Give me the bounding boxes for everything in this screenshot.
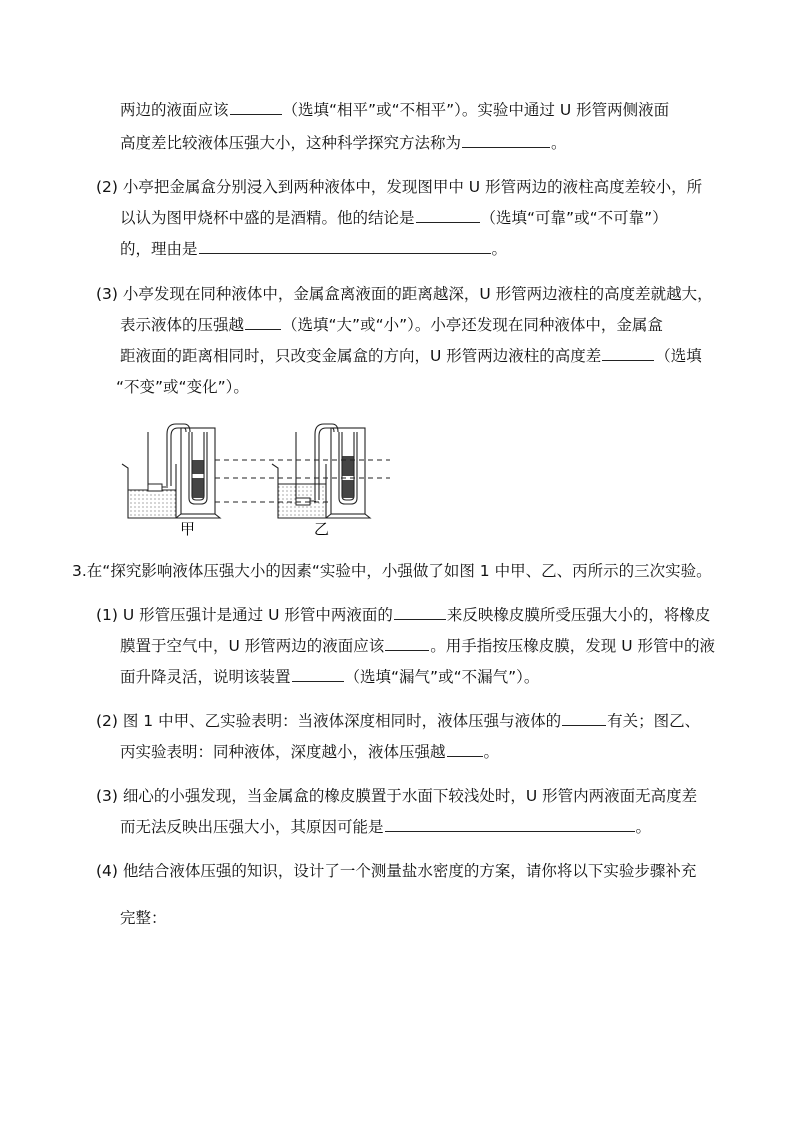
q2-p2-line2: [120, 208, 668, 228]
q2-p2-line1: [96, 177, 702, 197]
text: 来反映橡皮膜所受压强大小的，将橡皮: [446, 606, 711, 624]
answer-blank[interactable]: [416, 208, 480, 223]
text: 3.在“探究影响液体压强大小的因素“实验中，小强做了如图 1 中甲、乙、丙所示的三次实验。: [72, 562, 712, 580]
text: 高度差比较液体压强大小，这种科学探究方法称为: [120, 134, 462, 152]
q3-p4-line2: [120, 908, 167, 928]
answer-blank[interactable]: [385, 817, 635, 832]
text: 有关；图乙、: [607, 712, 701, 730]
experiment-figure: [118, 418, 398, 544]
q2-p3-line1: [96, 284, 713, 304]
text: 。用手指按压橡皮膜，发现 U 形管中的液: [430, 637, 715, 655]
text: 。: [635, 818, 652, 836]
q3-p2-line2: [120, 742, 499, 762]
text: 而无法反映出压强大小，其原因可能是: [120, 818, 384, 836]
text: (2) 图 1 中甲、乙实验表明：当液体深度相同时，液体压强与液体的: [96, 712, 562, 730]
answer-blank[interactable]: [562, 711, 606, 726]
answer-blank[interactable]: [385, 636, 429, 651]
text: 面升降灵活，说明该装置: [120, 668, 291, 686]
text: 丙实验表明：同种液体，深度越小，液体压强越: [120, 743, 446, 761]
left-beaker: [122, 432, 176, 518]
label-jia: 甲: [180, 520, 196, 538]
text: 两边的液面应该: [120, 101, 229, 119]
left-manometer: [176, 428, 220, 518]
answer-blank[interactable]: [292, 667, 344, 682]
answer-blank[interactable]: [394, 605, 446, 620]
q2-p1-line2: [120, 133, 567, 153]
answer-blank[interactable]: [602, 346, 654, 361]
q3-p1-line1: [96, 605, 710, 625]
right-beaker: [272, 432, 326, 518]
answer-blank[interactable]: [230, 100, 282, 115]
text: (3) 细心的小强发现，当金属盒的橡皮膜置于水面下较浅处时，U 形管内两液面无高度差: [96, 787, 698, 805]
text: （选填“漏气”或“不漏气”）。: [344, 668, 540, 686]
q2-p3-line2: [120, 315, 663, 335]
text: （选填“大”或“小”）。小亭还发现在同种液体中，金属盒: [282, 316, 663, 334]
text: (1) U 形管压强计是通过 U 形管中两液面的: [96, 606, 393, 624]
q3-p3-line2: [120, 817, 651, 837]
answer-blank[interactable]: [245, 315, 281, 330]
right-manometer: [326, 428, 370, 518]
q3-p1-line3: [120, 667, 539, 687]
q2-p2-line3: [120, 239, 507, 259]
text: 距液面的距离相同时，只改变金属盒的方向，U 形管两边液柱的高度差: [120, 347, 602, 365]
q2-p3-line4: [116, 377, 249, 397]
text: (2) 小亭把金属盒分别浸入到两种液体中，发现图甲中 U 形管两边的液柱高度差较小，所: [96, 178, 703, 196]
q2-p1-line1: [120, 100, 669, 120]
text: “不变”或“变化”）。: [116, 378, 249, 396]
text: 的，理由是: [120, 240, 198, 258]
answer-blank[interactable]: [462, 133, 550, 148]
text: (3) 小亭发现在同种液体中，金属盒离液面的距离越深，U 形管两边液柱的高度差就越大，: [96, 285, 713, 303]
text: （选填“相平”或“不相平”）。实验中通过 U 形管两侧液面: [282, 101, 670, 119]
q3-p2-line1: [96, 711, 700, 731]
q3-p1-line2: [120, 636, 715, 656]
text: 。: [491, 240, 508, 258]
text: （选填“可靠”或“不可靠”）: [480, 209, 668, 227]
text: 以认为图甲烧杯中盛的是酒精。他的结论是: [120, 209, 415, 227]
manometer-diagram: [118, 418, 398, 540]
text: （选填: [655, 347, 702, 365]
q3-p3-line1: [96, 786, 697, 806]
q3-p4-line1: [96, 861, 696, 881]
answer-blank[interactable]: [199, 239, 491, 254]
text: 膜置于空气中，U 形管两边的液面应该: [120, 637, 385, 655]
text: 完整：: [120, 909, 167, 927]
text: 。: [483, 743, 500, 761]
text: 。: [551, 134, 567, 152]
answer-blank[interactable]: [447, 742, 483, 757]
q2-p3-line3: [120, 346, 702, 366]
text: 表示液体的压强越: [120, 316, 245, 334]
q3-intro: [72, 561, 712, 581]
text: (4) 他结合液体压强的知识，设计了一个测量盐水密度的方案，请你将以下实验步骤补充: [96, 862, 697, 880]
label-yi: 乙: [314, 520, 330, 538]
